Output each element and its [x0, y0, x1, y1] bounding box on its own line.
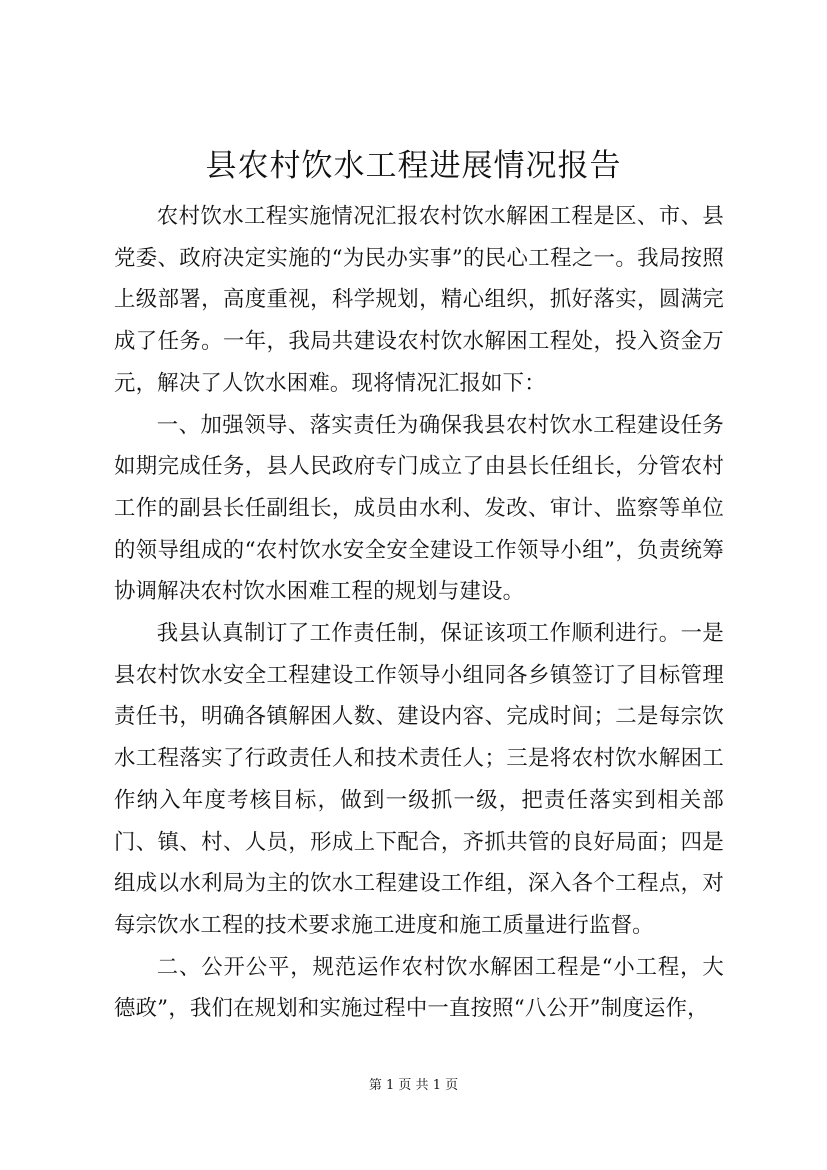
document-body — [114, 196, 724, 1030]
document-title: 县农村饮水工程进展情况报告 — [205, 148, 622, 184]
paragraph-intro: 农村饮水工程实施情况汇报农村饮水解困工程是区、市、县党委、政府决定实施的“为民办实事”的民心工程之一。我局按照上级部署，高度重视，科学规划，精心组织，抓好落实，圆满完成了任务。一年，我局共建设农村饮水解困工程处，投入资金万元，解决了人饮水困难。现将情况汇报如下： — [114, 204, 724, 396]
paragraph-section-one: 一、加强领导、落实责任为确保我县农村饮水工程建设任务如期完成任务，县人民政府专门成立了由县长任组长，分管农村工作的副县长任副组长，成员由水利、发改、审计、监察等单位的领导组成的“农村饮水安全安全建设工作领导小组”，负责统筹协调解决农村饮水困难工程的规划与建设。 — [114, 412, 724, 605]
page-number-footer: 第 1 页 共 1 页 — [368, 1078, 459, 1093]
paragraph-responsibility: 我县认真制订了工作责任制，保证该项工作顺利进行。一是县农村饮水安全工程建设工作领导小组同各乡镇签订了目标管理责任书，明确各镇解困人数、建设内容、完成时间；二是每宗饮水工程落实了行政责任人和技术责任人；三是将农村饮水解困工作纳入年度考核目标，做到一级抓一级，把责任落实到相关部门、镇、村、人员，形成上下配合，齐抓共管的良好局面；四是组成以水利局为主的饮水工程建设工作组，深入各个工程点，对每宗饮水工程的技术要求施工进度和施工质量进行监督。 — [114, 621, 724, 938]
paragraph-section-two: 二、公开公平，规范运作农村饮水解困工程是“小工程，大德政”，我们在规划和实施过程中一直按照“八公开”制度运作， — [114, 954, 724, 1022]
